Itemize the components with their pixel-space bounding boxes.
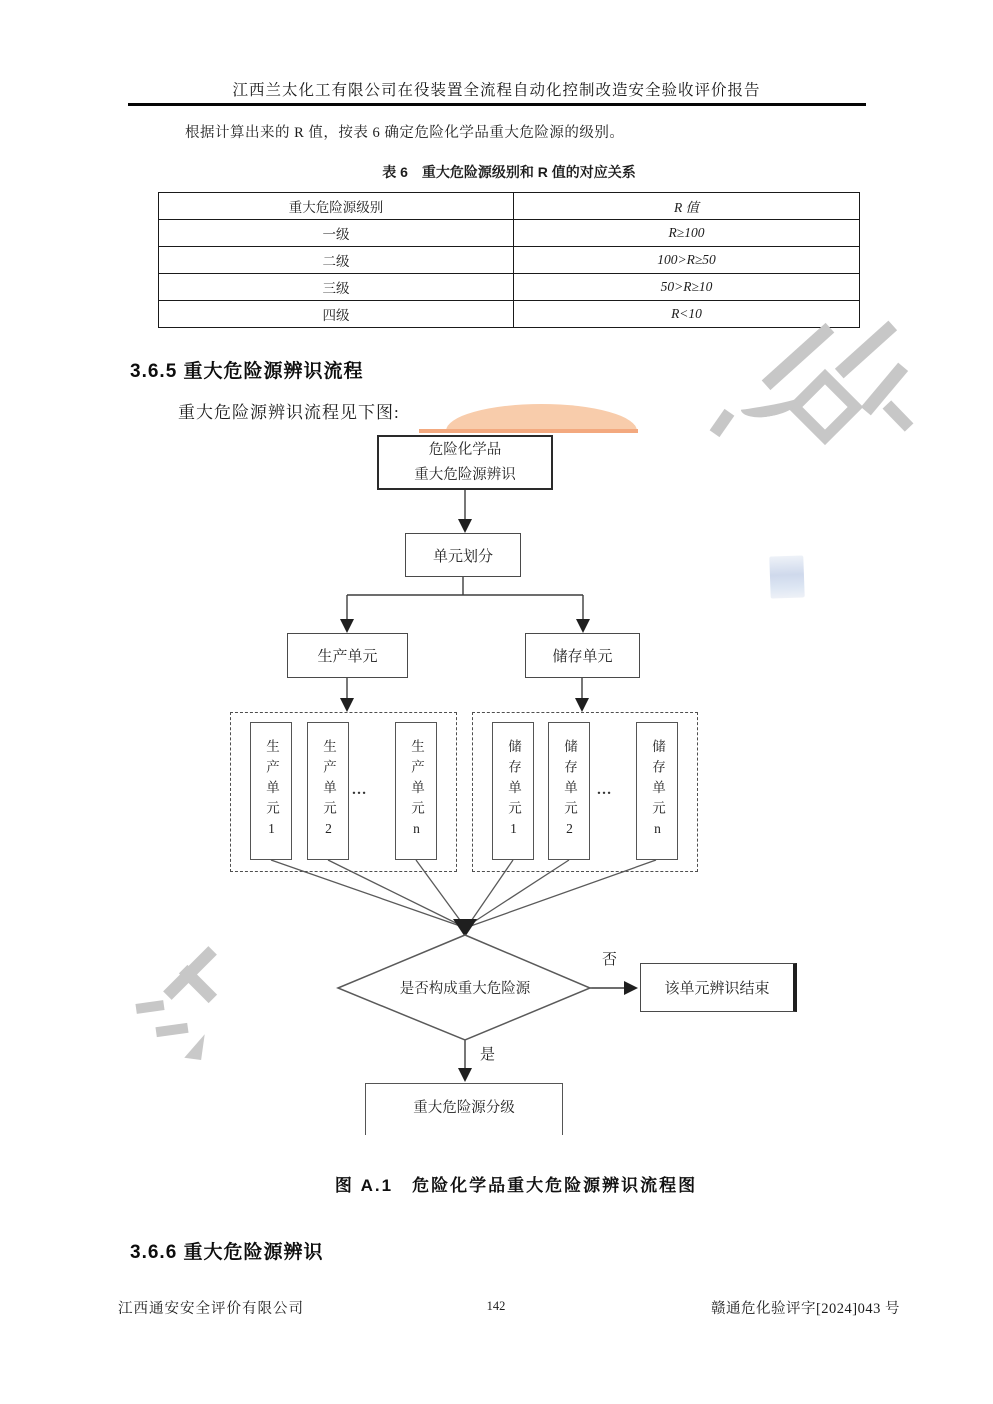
unit-identification-end-box: 该单元辨识结束: [640, 963, 797, 1012]
watermark-stroke: [835, 321, 897, 379]
rvalue-cell: R≥100: [514, 220, 860, 247]
ellipsis: …: [351, 782, 369, 798]
footer-page-number: 142: [486, 1299, 506, 1313]
production-unit-box: 生产单元: [287, 633, 408, 678]
ellipsis: …: [596, 782, 614, 798]
level-cell: 一级: [159, 220, 514, 247]
yes-label: 是: [480, 1047, 496, 1063]
rvalue-cell: R<10: [514, 301, 860, 328]
table6: [158, 192, 860, 328]
intro-paragraph: 根据计算出来的 R 值，按表 6 确定危险化学品重大危险源的级别。: [185, 125, 625, 141]
table-row: [159, 274, 860, 301]
no-label: 否: [602, 952, 618, 968]
production-unit-1: 生产单元1: [250, 722, 292, 860]
hazard-grading-box: 重大危险源分级: [365, 1083, 563, 1135]
rvalue-cell: 50>R≥10: [514, 274, 860, 301]
level-cell: 四级: [159, 301, 514, 328]
section-heading-365: 3.6.5 重大危险源辨识流程: [130, 361, 364, 382]
production-unit-n: 生产单元n: [395, 722, 437, 860]
table6-title: 表 6 重大危险源级别和 R 值的对应关系: [382, 164, 636, 180]
table-row: [159, 247, 860, 274]
table-header-row: [159, 193, 860, 220]
page-header-title: 江西兰太化工有限公司在役装置全流程自动化控制改造安全验收评价报告: [232, 82, 761, 99]
storage-unit-1: 储存单元1: [492, 722, 534, 860]
figure-caption: 图 A.1 危险化学品重大危险源辨识流程图: [334, 1176, 698, 1195]
decision-label: 是否构成重大危险源: [399, 981, 531, 997]
flowchart-start-box: [377, 435, 553, 490]
start-line2: 重大危险源辨识: [414, 466, 516, 483]
storage-unit-n: 储存单元n: [636, 722, 678, 860]
peach-arc-decoration: [446, 404, 637, 431]
watermark-stroke: [883, 400, 914, 431]
level-cell: 三级: [159, 274, 514, 301]
rvalue-cell: 100>R≥50: [514, 247, 860, 274]
table-row: [159, 220, 860, 247]
section-heading-366: 3.6.6 重大危险源辨识: [130, 1242, 324, 1263]
flowchart-figure-a1: [180, 430, 830, 1142]
unit-division-box: 单元划分: [405, 533, 521, 577]
storage-unit-2: 储存单元2: [548, 722, 590, 860]
header-rule: [128, 103, 866, 106]
start-line1: 危险化学品: [428, 441, 502, 458]
watermark-stroke: [135, 1000, 164, 1014]
table-header-rvalue: R 值: [514, 193, 860, 220]
table-row: [159, 301, 860, 328]
section-365-intro: 重大危险源辨识流程见下图:: [178, 403, 400, 422]
footer-company: 江西通安安全评价有限公司: [118, 1301, 304, 1317]
production-unit-2: 生产单元2: [307, 722, 349, 860]
footer-doc-number: 赣通危化验评字[2024]043 号: [710, 1301, 900, 1317]
storage-unit-box: 储存单元: [525, 633, 640, 678]
level-cell: 二级: [159, 247, 514, 274]
watermark-swoosh: [738, 385, 804, 421]
table-header-level: 重大危险源级别: [159, 193, 514, 220]
